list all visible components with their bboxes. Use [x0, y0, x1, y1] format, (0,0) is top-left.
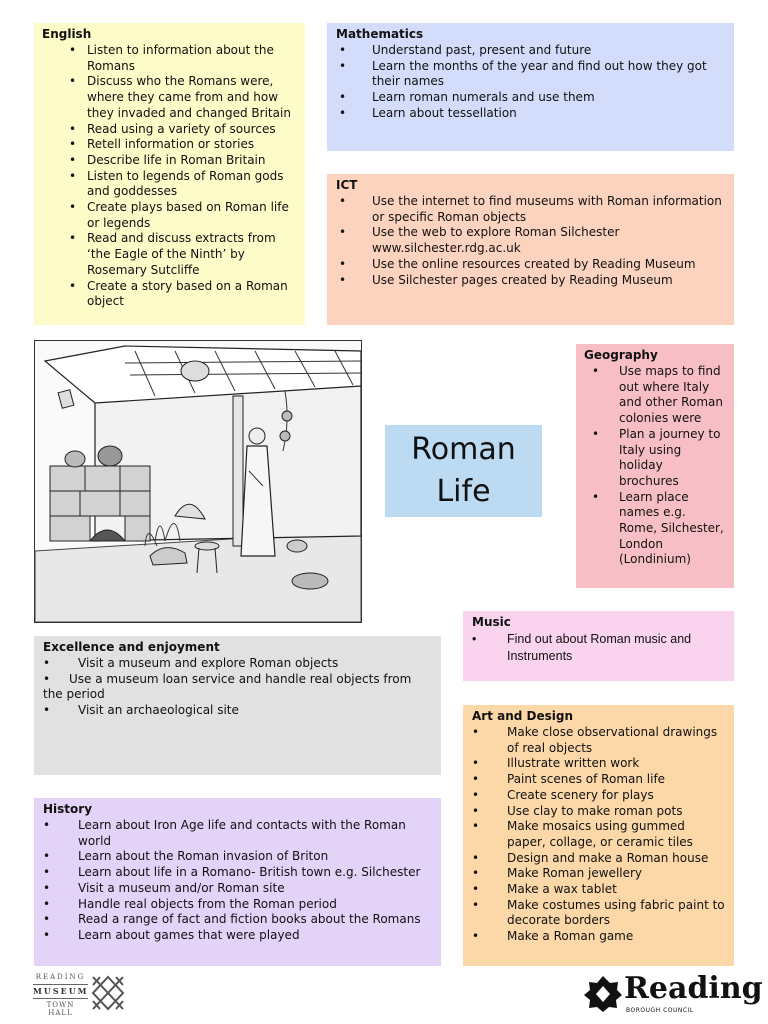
title-line-2: Life	[436, 474, 491, 509]
list-item: • Read using a variety of sources	[42, 122, 297, 138]
english-list	[42, 43, 297, 310]
list-item: • Use the online resources created by Reading Museum	[336, 257, 725, 273]
art-design-heading: Art and Design	[472, 709, 574, 723]
list-item: • Use clay to make roman pots	[472, 804, 725, 820]
list-item: • Understand past, present and future	[336, 43, 725, 59]
music-list	[472, 631, 725, 664]
page-title	[385, 425, 542, 517]
mathematics-panel	[327, 23, 734, 151]
list-item: • Make costumes using fabric paint to decorate borders	[472, 898, 725, 929]
list-item: • Use the internet to find museums with Roman information or specific Roman objects	[336, 194, 725, 225]
list-item: • Retell information or stories	[42, 137, 297, 153]
list-item: • Learn about life in a Romano- British town e.g. Silchester	[43, 865, 432, 881]
history-list	[43, 818, 432, 944]
ict-panel	[327, 174, 734, 325]
illustration-drawing	[35, 341, 361, 622]
museum-logo-line-1: READING	[35, 973, 86, 981]
list-item: • Make close observational drawings of real objects	[472, 725, 725, 756]
list-item: • Make mosaics using gummed paper, collage, or ceramic tiles	[472, 819, 725, 850]
list-item: • Learn the months of the year and find out how they got their names	[336, 59, 725, 90]
museum-logo-line-3: TOWN HALL	[46, 1001, 75, 1017]
council-emblem-icon	[584, 976, 622, 1012]
list-item: • Learn about the Roman invasion of Briton	[43, 849, 432, 865]
list-item: • Plan a journey to Italy using holiday brochures	[584, 427, 726, 490]
council-logo-name: Reading	[624, 971, 763, 1006]
geography-heading: Geography	[584, 348, 658, 362]
ict-heading: ICT	[336, 178, 358, 192]
list-item: • Visit a museum and/or Roman site	[43, 881, 432, 897]
list-item: • Illustrate written work	[472, 756, 725, 772]
list-item: • Listen to information about the Romans	[42, 43, 297, 74]
mathematics-list	[336, 43, 725, 122]
list-item: • Use Silchester pages created by Reading Museum	[336, 273, 725, 289]
list-item: • Create plays based on Roman life or legends	[42, 200, 297, 231]
english-heading: English	[42, 27, 92, 41]
council-logo-sub: BOROUGH COUNCIL	[626, 1007, 694, 1014]
list-item: • Listen to legends of Roman gods and goddesses	[42, 169, 297, 200]
list-item: • Learn about tessellation	[336, 106, 725, 122]
list-item: • Create scenery for plays	[472, 788, 725, 804]
list-item: • Paint scenes of Roman life	[472, 772, 725, 788]
list-item: • Create a story based on a Roman object	[42, 279, 297, 310]
knot-emblem-icon	[91, 975, 125, 1011]
list-item: • Visit a museum and explore Roman objects	[43, 656, 432, 672]
list-item: • Use a museum loan service and handle real objects from the period	[43, 672, 432, 703]
excellence-list	[43, 656, 432, 719]
art-design-list	[472, 725, 725, 945]
art-design-panel	[463, 705, 734, 966]
history-panel	[34, 798, 441, 966]
list-item: • Describe life in Roman Britain	[42, 153, 297, 169]
list-item: • Visit an archaeological site	[43, 703, 432, 719]
list-item: • Read a range of fact and fiction books about the Romans	[43, 912, 432, 928]
music-panel	[463, 611, 734, 681]
list-item: • Learn place names e.g. Rome, Silchester, London (Londinium)	[584, 490, 726, 569]
list-item: • Learn about Iron Age life and contacts with the Roman world	[43, 818, 432, 849]
music-heading: Music	[472, 615, 511, 629]
excellence-heading: Excellence and enjoyment	[43, 640, 220, 654]
list-item: • Find out about Roman music and Instruments	[472, 631, 725, 664]
museum-logo-line-2: MUSEUM	[33, 986, 89, 996]
list-item: • Make a Roman game	[472, 929, 725, 945]
title-line-1: Roman	[411, 432, 516, 467]
reading-museum-logo	[33, 972, 133, 1017]
excellence-panel	[34, 636, 441, 775]
geography-list	[584, 364, 726, 568]
list-item: • Read and discuss extracts from ‘the Eagle of the Ninth’ by Rosemary Sutcliffe	[42, 231, 297, 278]
list-item: • Use the web to explore Roman Silchester www.silchester.rdg.ac.uk	[336, 225, 725, 256]
english-panel	[34, 23, 305, 325]
roman-house-illustration	[34, 340, 362, 623]
mathematics-heading: Mathematics	[336, 27, 424, 41]
list-item: • Make a wax tablet	[472, 882, 725, 898]
history-heading: History	[43, 802, 93, 816]
list-item: • Discuss who the Romans were, where they came from and how they invaded and changed Britain	[42, 74, 297, 121]
list-item: • Design and make a Roman house	[472, 851, 725, 867]
list-item: • Learn about games that were played	[43, 928, 432, 944]
geography-panel	[576, 344, 734, 588]
list-item: • Handle real objects from the Roman period	[43, 897, 432, 913]
list-item: • Learn roman numerals and use them	[336, 90, 725, 106]
list-item: • Use maps to find out where Italy and other Roman colonies were	[584, 364, 726, 427]
ict-list	[336, 194, 725, 288]
list-item: • Make Roman jewellery	[472, 866, 725, 882]
reading-borough-council-logo	[584, 971, 763, 1016]
